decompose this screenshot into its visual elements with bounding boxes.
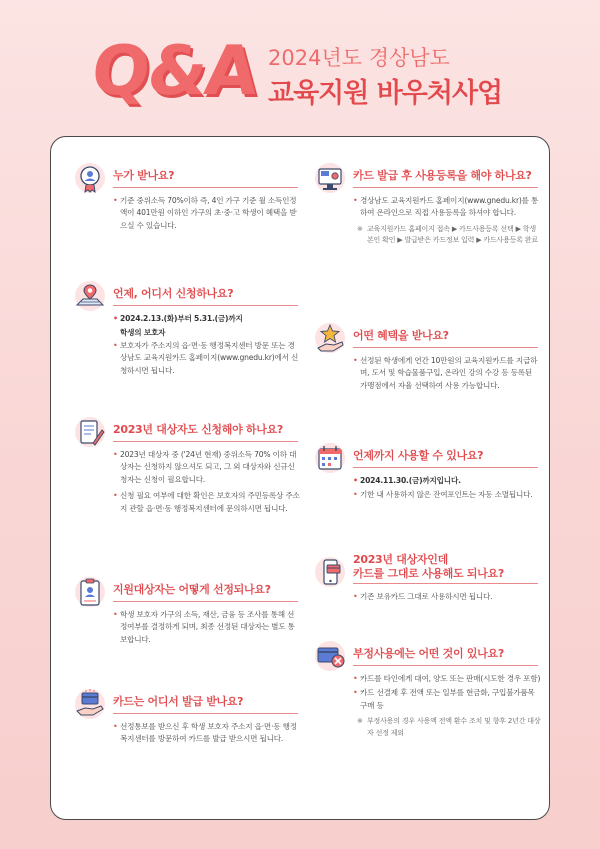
question-title: 부정사용에는 어떤 것이 있나요? [353, 647, 504, 660]
section-registration [313, 167, 539, 245]
answer-item: • 경상남도 교육지원카드 홈페이지(www.gnedu.kr)를 통하여 온라인으로 직접 사용등록을 하셔야 합니다. [353, 195, 541, 220]
answer-body [353, 475, 541, 504]
question-title: 언제, 어디서 신청하나요? [113, 287, 234, 300]
map-pin-icon [73, 279, 107, 313]
answer-item: • 카드를 타인에게 대여, 양도 또는 판매(시도한 경우 포함) [353, 673, 541, 685]
hand-star-icon [313, 321, 347, 355]
title-underline [113, 187, 298, 188]
answer-item: • 보호자가 주소지의 읍·면·동 행정복지센터 방문 또는 경상남도 교육지원카드 홈페이지(www.gnedu.kr)에서 신청하시면 됩니다. [113, 340, 301, 377]
question-title [353, 553, 504, 581]
monitor-gear-icon [313, 161, 347, 195]
answer-body [113, 313, 301, 379]
person-badge-icon [73, 161, 107, 195]
section-benefits [313, 327, 538, 390]
answer-body [113, 721, 301, 748]
answer-body [113, 449, 301, 517]
section-selection [73, 581, 298, 644]
answer-note: ※ 교육지원카드 홈페이지 접속 ▶ 카드사용등록 선택 ▶ 학생 본인 확인 ▶ 발급받은 카드정보 입력 ▶ 카드사용등록 완료 [353, 224, 541, 247]
answer-item: • 2023년 대상자 중 ('24년 현재) 중위소득 70% 이하 대상자는 신청하지 않으셔도 되고, 그 외 대상자와 신규신청자는 신청이 필요합니다. [113, 449, 301, 486]
answer-note: ※ 부정사용의 경우 사용액 전액 환수 조치 및 향후 2년간 대상자 선정 제외 [353, 716, 541, 739]
header-subtitle: 2024년도 경상남도 [268, 46, 450, 70]
card-warning-icon [313, 639, 347, 673]
question-title: 언제까지 사용할 수 있나요? [353, 449, 484, 462]
section-2023-apply [73, 421, 300, 513]
section-usage-period [313, 447, 538, 500]
answer-body [353, 673, 541, 739]
title-underline [353, 467, 538, 468]
section-2023-card [313, 553, 538, 601]
title-underline [113, 713, 298, 714]
question-title: 2023년 대상자도 신청해야 하나요? [113, 423, 283, 436]
hand-card-icon [73, 687, 107, 721]
answer-body [353, 355, 541, 394]
answer-deadline: • 2024.11.30.(금)까지입니다. [353, 475, 541, 487]
phone-card-icon [313, 555, 347, 589]
answer-item: • 기존 보유카드 그대로 사용하시면 됩니다. [353, 591, 541, 603]
qa-card [50, 136, 550, 820]
answer-body [353, 195, 541, 247]
answer-item: • 카드 선결제 후 전액 또는 일부를 현금화, 구입불가품목 구매 등 [353, 687, 541, 712]
answer-period: • 2024.2.13.(화)부터 5.31.(금)까지 [113, 313, 301, 325]
question-title-line2: 카드를 그대로 사용해도 되나요? [353, 567, 504, 580]
section-card-issue [73, 693, 298, 744]
document-pen-icon [73, 415, 107, 449]
title-underline [353, 347, 538, 348]
answer-body [113, 609, 301, 648]
question-title-line1: 2023년 대상자인데 [353, 553, 448, 566]
section-who [73, 167, 298, 230]
answer-item: • 선정통보를 받으신 후 학생 보호자 주소지 읍·면·동 행정복지센터를 방문하여 카드를 발급 받으시면 됩니다. [113, 721, 301, 746]
title-underline [353, 583, 538, 584]
question-title: 누가 받나요? [113, 169, 175, 182]
section-when-where [73, 285, 299, 375]
title-underline [353, 187, 538, 188]
title-underline [353, 665, 538, 666]
answer-applicant: 학생의 보호자 [120, 328, 166, 338]
question-title: 카드 발급 후 사용등록을 해야 하나요? [353, 169, 532, 182]
clipboard-person-icon [73, 575, 107, 609]
answer-body [113, 195, 301, 234]
answer-item: • 기한 내 사용하지 않은 잔여포인트는 자동 소멸됩니다. [353, 489, 541, 501]
answer-item: • 학생 보호자 가구의 소득, 재산, 금융 등 조사를 통해 선정여부를 결정하게 되며, 최종 선정된 대상자는 별도 통보합니다. [113, 609, 301, 646]
question-title: 지원대상자는 어떻게 선정되나요? [113, 583, 271, 596]
answer-item: • 신청 필요 여부에 대한 확인은 보호자의 주민등록상 주소지 관할 읍·면·동 행정복지센터에 문의하시면 됩니다. [113, 490, 301, 515]
answer-body [353, 591, 541, 605]
qa-logo: Q&A [87, 32, 260, 111]
title-underline [113, 305, 298, 306]
section-misuse [313, 645, 541, 737]
answer-item: • 기준 중위소득 70%이하 즉, 4인 가구 기준 월 소득인정액이 401만원 이하인 가구의 초·중·고 학생이 혜택을 받으실 수 있습니다. [113, 195, 301, 232]
question-title: 카드는 어디서 발급 받나요? [113, 695, 244, 708]
title-underline [113, 601, 298, 602]
question-title: 어떤 혜택을 받나요? [353, 329, 449, 342]
header-title: 교육지원 바우처사업 [268, 78, 503, 109]
title-underline [113, 441, 298, 442]
calendar-icon [313, 441, 347, 475]
answer-item: • 선정된 학생에게 연간 10만원의 교육지원카드를 지급하며, 도서 및 학습물품구입, 온라인 강의 수강 등 등록된 가맹점에서 자율 선택하여 사용 가능합니다. [353, 355, 541, 392]
